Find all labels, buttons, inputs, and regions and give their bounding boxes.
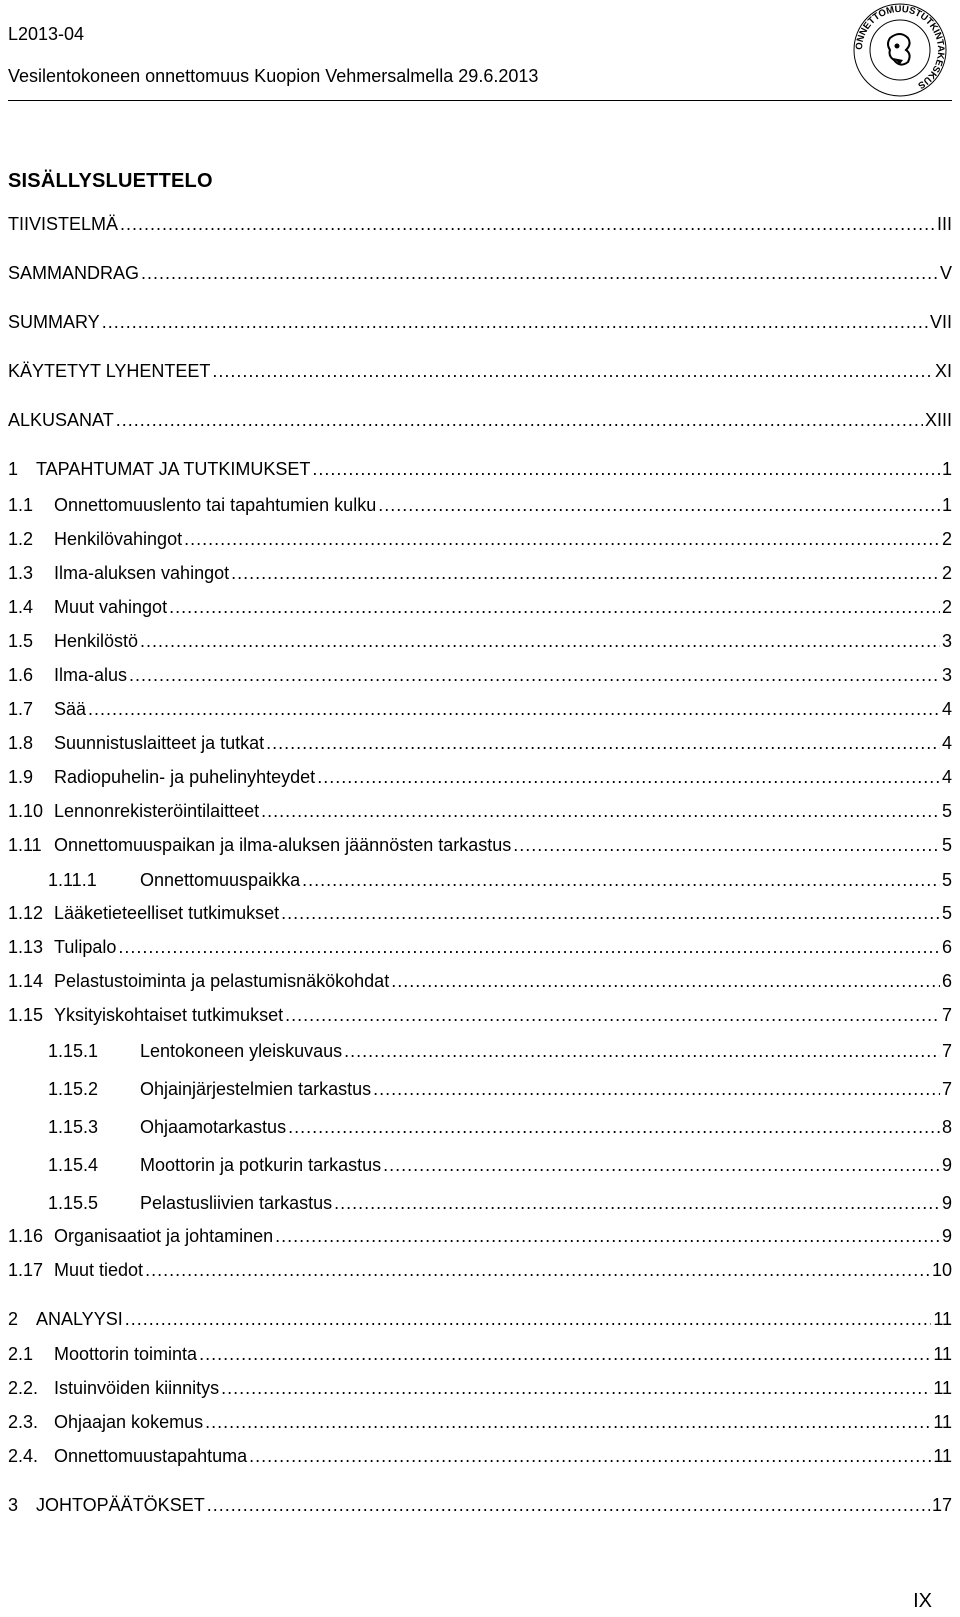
toc-entry-label: Onnettomuustapahtuma [54,1446,248,1466]
toc-entry-page: 5 [941,801,952,821]
toc-entry-number: 1.3 [8,563,34,583]
toc-entry-label: Muut vahingot [54,597,168,617]
toc-leader-dots [249,1446,931,1467]
toc-entry-1-15-3[interactable] [48,1117,952,1147]
toc-entry-page: 9 [941,1193,952,1213]
toc-entry-label: TAPAHTUMAT JA TUTKIMUKSET [36,459,311,479]
toc-entry-page: 2 [941,597,952,617]
toc-entry-label: Onnettomuuspaikka [140,870,301,890]
toc-leader-dots [231,563,940,584]
toc-entry-1-2[interactable] [8,529,952,559]
toc-entry-label: Pelastusliivien tarkastus [140,1193,333,1213]
toc-entry-page: 5 [941,835,952,855]
toc-entry-number: 1.7 [8,699,34,719]
toc-entry-label: Henkilövahingot [54,529,183,549]
toc-entry-1-4[interactable] [8,597,952,627]
toc-entry-label: SAMMANDRAG [8,263,140,283]
toc-heading: SISÄLLYSLUETTELO [8,170,213,192]
toc-leader-dots [266,733,940,754]
toc-entry-label: Ohjaajan kokemus [54,1412,204,1432]
toc-entry-number: 1.15.2 [48,1079,99,1099]
toc-entry-label: Tulipalo [54,937,117,957]
toc-entry-label: Organisaatiot ja johtaminen [54,1226,274,1246]
toc-entry-page: 1 [941,459,952,479]
toc-leader-dots [118,937,940,958]
toc-leader-dots [281,903,940,924]
page-number: IX [913,1590,932,1612]
toc-entry-number: 2.1 [8,1344,34,1364]
toc-entry-label: Pelastustoiminta ja pelastumisnäkökohdat [54,971,390,991]
toc-entry-1-14[interactable]: 1.14 Pelastustoiminta ja pelastumisnäkökohdat ..... 6 [8,971,952,1001]
toc-entry-number: 1 [8,459,19,479]
toc-entry-1-15-1[interactable] [48,1041,952,1071]
toc-entry-page: 2 [941,529,952,549]
toc-entry-label: Muut tiedot [54,1260,144,1280]
toc-leader-dots [88,699,940,720]
toc-entry-label: Ohjainjärjestelmien tarkastus [140,1079,372,1099]
toc-entry-page: 11 [933,1309,952,1329]
toc-entry-tiivistelma[interactable] [8,214,952,244]
toc-entry-1-3[interactable] [8,563,952,593]
page-header [0,0,960,100]
toc-leader-dots [116,410,923,431]
toc-entry-page: III [936,214,952,234]
toc-entry-alkusanat[interactable] [8,410,952,440]
toc-entry-page: 9 [941,1226,952,1246]
toc-entry-page: 6 [941,971,952,991]
logo-ring-text: ONNETTOMUUSTUTKINTAKESKUS [853,3,947,91]
toc-leader-dots [205,1412,931,1433]
toc-entry-number: 1.9 [8,767,34,787]
toc-entry-number: 1.2 [8,529,34,549]
toc-entry-number: 1.8 [8,733,34,753]
toc-entry-number: 3 [8,1495,19,1515]
toc-entry-page: 7 [941,1005,952,1025]
toc-leader-dots [184,529,940,550]
toc-entry-label: Moottorin ja potkurin tarkastus [140,1155,382,1175]
toc-entry-label: Onnettomuuslento tai tapahtumien kulku [54,495,377,515]
lion-emblem-icon [888,34,910,65]
toc-entry-2-4[interactable] [8,1446,952,1476]
toc-entry-1-6[interactable] [8,665,952,695]
toc-entry-1-15-2[interactable] [48,1079,952,1109]
toc-leader-dots [207,1495,930,1516]
toc-entry-number: 1.15.4 [48,1155,99,1175]
toc-entry-label: Ilma-alus [54,665,128,685]
toc-entry-label: KÄYTETYT LYHENTEET [8,361,211,381]
toc-entry-number: 1.15.1 [48,1041,99,1061]
toc-entry-page: 7 [941,1041,952,1061]
toc-entry-label: TIIVISTELMÄ [8,214,119,234]
toc-entry-1-9[interactable] [8,767,952,797]
toc-entry-1-1[interactable] [8,495,952,525]
toc-entry-page: VII [929,312,952,332]
toc-leader-dots [285,1005,940,1026]
toc-entry-number: 2.3. [8,1412,39,1432]
toc-entry-1-7[interactable] [8,699,952,729]
toc-entry-label: Onnettomuuspaikan ja ilma-aluksen jäännösten tarkastus [54,835,512,855]
toc-entry-label: Sää [54,699,87,719]
toc-leader-dots [125,1309,932,1330]
toc-entry-label: Ohjaamotarkastus [140,1117,287,1137]
toc-entry-page: 11 [933,1446,952,1466]
toc-entry-label: Radiopuhelin- ja puhelinyhteydet [54,767,316,787]
toc-entry-1[interactable] [8,459,952,489]
toc-leader-dots [199,1344,931,1365]
toc-entry-1-8[interactable] [8,733,952,763]
toc-entry-1-15[interactable]: 1.15 Yksityiskohtaiset tutkimukset ..... 7 [8,1005,952,1035]
toc-entry-page: 5 [941,903,952,923]
toc-leader-dots [334,1193,940,1214]
toc-entry-1-10[interactable]: 1.10 Lennonrekisteröintilaitteet ..... 5 [8,801,952,831]
report-title: Vesilentokoneen onnettomuus Kuopion Vehmersalmella 29.6.2013 [8,66,539,86]
toc-entry-label: ALKUSANAT [8,410,114,430]
toc-entry-label: Lennonrekisteröintilaitteet [54,801,260,821]
toc-entry-page: 17 [931,1495,952,1515]
toc-entry-label: Istuinvöiden kiinnitys [54,1378,220,1398]
toc-entry-page: 8 [941,1117,952,1137]
toc-entry-page: 4 [941,699,952,719]
toc-leader-dots [373,1079,940,1100]
toc-entry-number: 1.11.1 [48,870,97,890]
toc-entry-label: ANALYYSI [36,1309,123,1329]
toc-leader-dots [288,1117,940,1138]
toc-leader-dots [391,971,940,992]
toc-leader-dots [317,767,940,788]
report-code: L2013-04 [8,24,85,44]
toc-leader-dots [221,1378,931,1399]
toc-entry-page: 11 [933,1378,952,1398]
toc-entry-page: XIII [924,410,952,430]
toc-leader-dots [140,631,940,652]
toc-entry-page: 4 [941,767,952,787]
toc-entry-page: 6 [941,937,952,957]
toc-leader-dots [344,1041,940,1062]
accident-investigation-board-logo [845,0,955,100]
toc-entry-2-3[interactable] [8,1412,952,1442]
toc-leader-dots [261,801,940,822]
toc-entry-page: 3 [941,665,952,685]
toc-entry-number: 2.4. [8,1446,39,1466]
toc-leader-dots [102,312,928,333]
toc-leader-dots [275,1226,940,1247]
toc-leader-dots [312,459,940,480]
toc-entry-2-1[interactable] [8,1344,952,1374]
toc-entry-page: 9 [941,1155,952,1175]
toc-entry-3[interactable] [8,1495,952,1525]
toc-entry-label: SUMMARY [8,312,100,332]
toc-leader-dots [378,495,940,516]
toc-entry-summary[interactable] [8,312,952,342]
toc-leader-dots [212,361,933,382]
toc-entry-number: 1.6 [8,665,34,685]
toc-entry-page: XI [934,361,952,381]
toc-entry-1-11-1[interactable] [48,870,952,900]
toc-entry-label: Ilma-aluksen vahingot [54,563,230,583]
toc-entry-number: 1.15.5 [48,1193,99,1213]
toc-entry-page: 7 [941,1079,952,1099]
toc-entry-number: 2.2. [8,1378,39,1398]
toc-entry-page: 11 [933,1344,952,1364]
toc-entry-number: 1.1 [8,495,34,515]
toc-leader-dots [120,214,935,235]
toc-leader-dots [169,597,940,618]
header-divider [8,100,952,101]
toc-entry-page: 5 [941,870,952,890]
toc-entry-number: 1.15.3 [48,1117,99,1137]
toc-entry-number: 2 [8,1309,19,1329]
toc-entry-number: 1.5 [8,631,34,651]
toc-entry-label: Henkilöstö [54,631,139,651]
toc-entry-page: 10 [931,1260,952,1280]
toc-entry-label: Yksityiskohtaiset tutkimukset [54,1005,284,1025]
toc-entry-1-12[interactable]: 1.12 Lääketieteelliset tutkimukset ..... 5 [8,903,952,933]
toc-leader-dots [383,1155,940,1176]
toc-entry-page: V [939,263,952,283]
toc-entry-2[interactable] [8,1309,952,1339]
toc-entry-2-2[interactable] [8,1378,952,1408]
toc-leader-dots [129,665,940,686]
toc-entry-number: 1.4 [8,597,34,617]
toc-entry-label: Suunnistuslaitteet ja tutkat [54,733,265,753]
toc-entry-sammandrag[interactable] [8,263,952,293]
toc-entry-1-11[interactable]: 1.11 Onnettomuuspaikan ja ilma-aluksen jäännösten tarkastus ..... 5 [8,835,952,865]
toc-leader-dots [513,835,940,856]
toc-entry-1-5[interactable] [8,631,952,661]
toc-leader-dots [302,870,940,891]
toc-entry-page: 3 [941,631,952,651]
toc-leader-dots [145,1260,930,1281]
toc-entry-label: Lääketieteelliset tutkimukset [54,903,280,923]
toc-entry-label: JOHTOPÄÄTÖKSET [36,1495,205,1515]
toc-entry-1-16[interactable]: 1.16 Organisaatiot ja johtaminen ..... 9 [8,1226,952,1256]
toc-entry-1-13[interactable]: 1.13 Tulipalo ..... 6 [8,937,952,967]
toc-entry-label: Moottorin toiminta [54,1344,198,1364]
toc-entry-page: 11 [933,1412,952,1432]
toc-entry-page: 4 [941,733,952,753]
toc-leader-dots [141,263,938,284]
toc-entry-label: Lentokoneen yleiskuvaus [140,1041,343,1061]
toc-entry-page: 1 [941,495,952,515]
toc-entry-1-15-5[interactable] [48,1193,952,1223]
toc-entry-page: 2 [941,563,952,583]
toc-entry-1-15-4[interactable] [48,1155,952,1185]
toc-entry-lyhenteet[interactable] [8,361,952,391]
toc-entry-1-17[interactable]: 1.17 Muut tiedot ..... 10 [8,1260,952,1290]
